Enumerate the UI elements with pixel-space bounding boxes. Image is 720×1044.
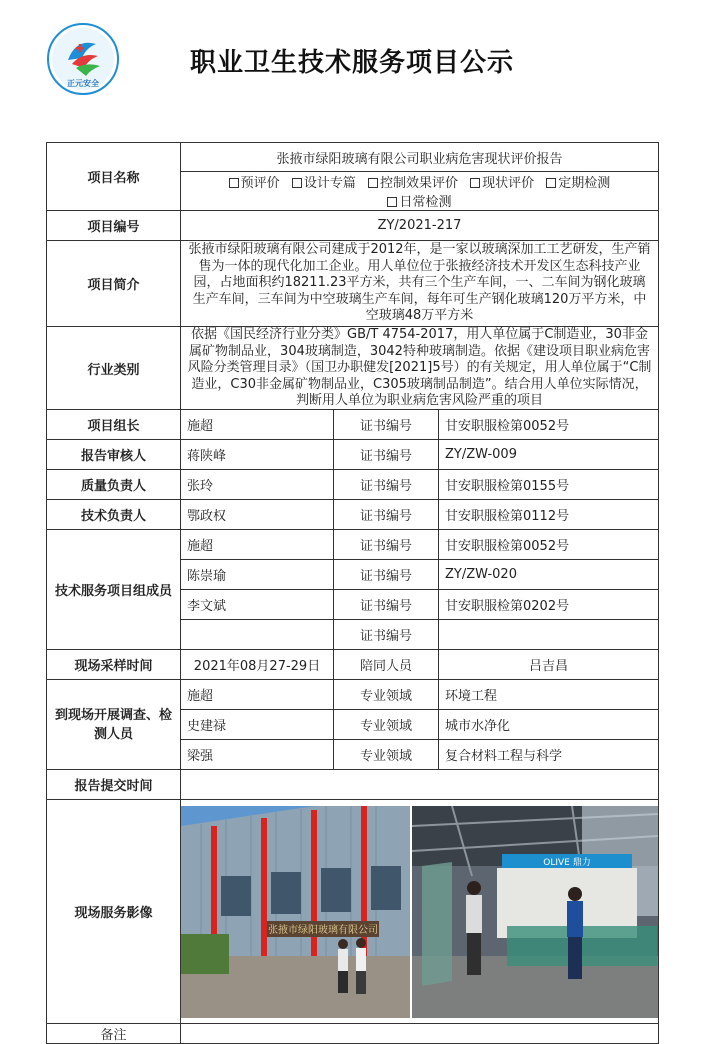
project-intro-label: 项目简介: [47, 241, 181, 327]
accompany-value: 吕吉昌: [439, 650, 659, 680]
remarks-value: [181, 1024, 659, 1044]
field-label: 专业领域: [334, 740, 439, 770]
category-option[interactable]: 定期检测: [546, 172, 610, 191]
reviewer-cert: ZY/ZW-009: [439, 440, 659, 470]
sampling-time-label: 现场采样时间: [47, 650, 181, 680]
member-cert: 甘安职服检第0202号: [439, 590, 659, 620]
project-category-options: [181, 172, 659, 211]
machine-brand-text: OLIVE 鼎力: [543, 857, 591, 868]
member-name: [181, 620, 334, 650]
category-option[interactable]: 控制效果评价: [368, 172, 458, 191]
cert-label: 证书编号: [334, 560, 439, 590]
site-photo-exterior: [181, 806, 410, 1018]
survey-person-field: 城市水净化: [439, 710, 659, 740]
reviewer-name: 蒋陕峰: [181, 440, 334, 470]
report-submit-label: 报告提交时间: [47, 770, 181, 800]
site-photo-interior: [412, 806, 658, 1018]
project-table: [46, 142, 659, 1044]
company-sign-text: 张掖市绿阳玻璃有限公司: [268, 924, 378, 936]
leader-label: 项目组长: [47, 410, 181, 440]
category-option[interactable]: 设计专篇: [292, 172, 356, 191]
leader-cert: 甘安职服检第0052号: [439, 410, 659, 440]
remarks-label: 备注: [47, 1024, 181, 1044]
members-label: 技术服务项目组成员: [47, 530, 181, 650]
cert-label: 证书编号: [334, 620, 439, 650]
category-option[interactable]: 现状评价: [470, 172, 534, 191]
project-code-value: ZY/2021-217: [181, 211, 659, 241]
page-title: 职业卫生技术服务项目公示: [190, 48, 515, 78]
member-cert: [439, 620, 659, 650]
cert-label: 证书编号: [334, 530, 439, 560]
cert-label: 证书编号: [334, 440, 439, 470]
quality-cert: 甘安职服检第0155号: [439, 470, 659, 500]
checkbox-icon: [292, 178, 302, 188]
project-name-value: 张掖市绿阳玻璃有限公司职业病危害现状评价报告: [181, 143, 659, 172]
cert-label: 证书编号: [334, 500, 439, 530]
person: [356, 938, 366, 994]
project-name-label: 项目名称: [47, 143, 181, 211]
person: [466, 881, 482, 975]
checkbox-icon: [387, 197, 397, 207]
cert-label: 证书编号: [334, 470, 439, 500]
company-logo: [46, 22, 120, 96]
tech-name: 鄂政权: [181, 500, 334, 530]
survey-person-name: 梁强: [181, 740, 334, 770]
checkbox-icon: [546, 178, 556, 188]
sampling-time-value: 2021年08月27-29日: [181, 650, 334, 680]
project-intro-text: 张掖市绿阳玻璃有限公司建成于2012年，是一家以玻璃深加工工艺研发，生产销售为一体的现代化加工企业。用人单位位于张掖经济技术开发区生态科技产业园，占地面积约18211.23平方米，共有三个生产车间，一、二车间为钢化玻璃生产车间，三车间为中空玻璃生产车间，每年可生产钢化玻璃120万平方米，中空玻璃48万平方米: [181, 241, 659, 327]
member-name: 陈崇瑜: [181, 560, 334, 590]
member-name: 李文斌: [181, 590, 334, 620]
industry-text: 依据《国民经济行业分类》GB/T 4754-2017，用人单位属于C制造业，30非金属矿物制品业，304玻璃制造，3042特种玻璃制造。依据《建设项目职业病危害风险分类管理目录》（国卫办职健发[2021]5号）的有关规定，用人单位属于“C制造业，C30非金属矿物制品业，C305玻璃制品制造”。结合用人单位实际情况，判断用人单位为职业病危害风险严重的项目: [187, 327, 652, 408]
cert-label: 证书编号: [334, 410, 439, 440]
survey-person-name: 史建禄: [181, 710, 334, 740]
reviewer-label: 报告审核人: [47, 440, 181, 470]
category-option[interactable]: 日常检测: [387, 191, 451, 210]
leader-name: 施超: [181, 410, 334, 440]
quality-name: 张玲: [181, 470, 334, 500]
industry-label: 行业类别: [47, 327, 181, 410]
photos-label: 现场服务影像: [47, 800, 181, 1024]
category-option[interactable]: 预评价: [229, 172, 280, 191]
tech-cert: 甘安职服检第0112号: [439, 500, 659, 530]
project-code-label: 项目编号: [47, 211, 181, 241]
field-label: 专业领域: [334, 680, 439, 710]
checkbox-icon: [368, 178, 378, 188]
checkbox-icon: [470, 178, 480, 188]
site-photos: [181, 806, 658, 1018]
survey-person-name: 施超: [181, 680, 334, 710]
glass-panel: [422, 862, 452, 986]
survey-label: 到现场开展调查、检测人员: [47, 680, 181, 770]
logo-text: 正元安全: [67, 79, 99, 88]
quality-label: 质量负责人: [47, 470, 181, 500]
member-cert: ZY/ZW-020: [439, 560, 659, 590]
member-cert: 甘安职服检第0052号: [439, 530, 659, 560]
person: [338, 939, 348, 993]
shrubs: [181, 934, 229, 974]
report-submit-value: [181, 770, 659, 800]
accompany-label: 陪同人员: [334, 650, 439, 680]
field-label: 专业领域: [334, 710, 439, 740]
tech-label: 技术负责人: [47, 500, 181, 530]
checkbox-icon: [229, 178, 239, 188]
survey-person-field: 复合材料工程与科学: [439, 740, 659, 770]
member-name: 施超: [181, 530, 334, 560]
survey-person-field: 环境工程: [439, 680, 659, 710]
cert-label: 证书编号: [334, 590, 439, 620]
